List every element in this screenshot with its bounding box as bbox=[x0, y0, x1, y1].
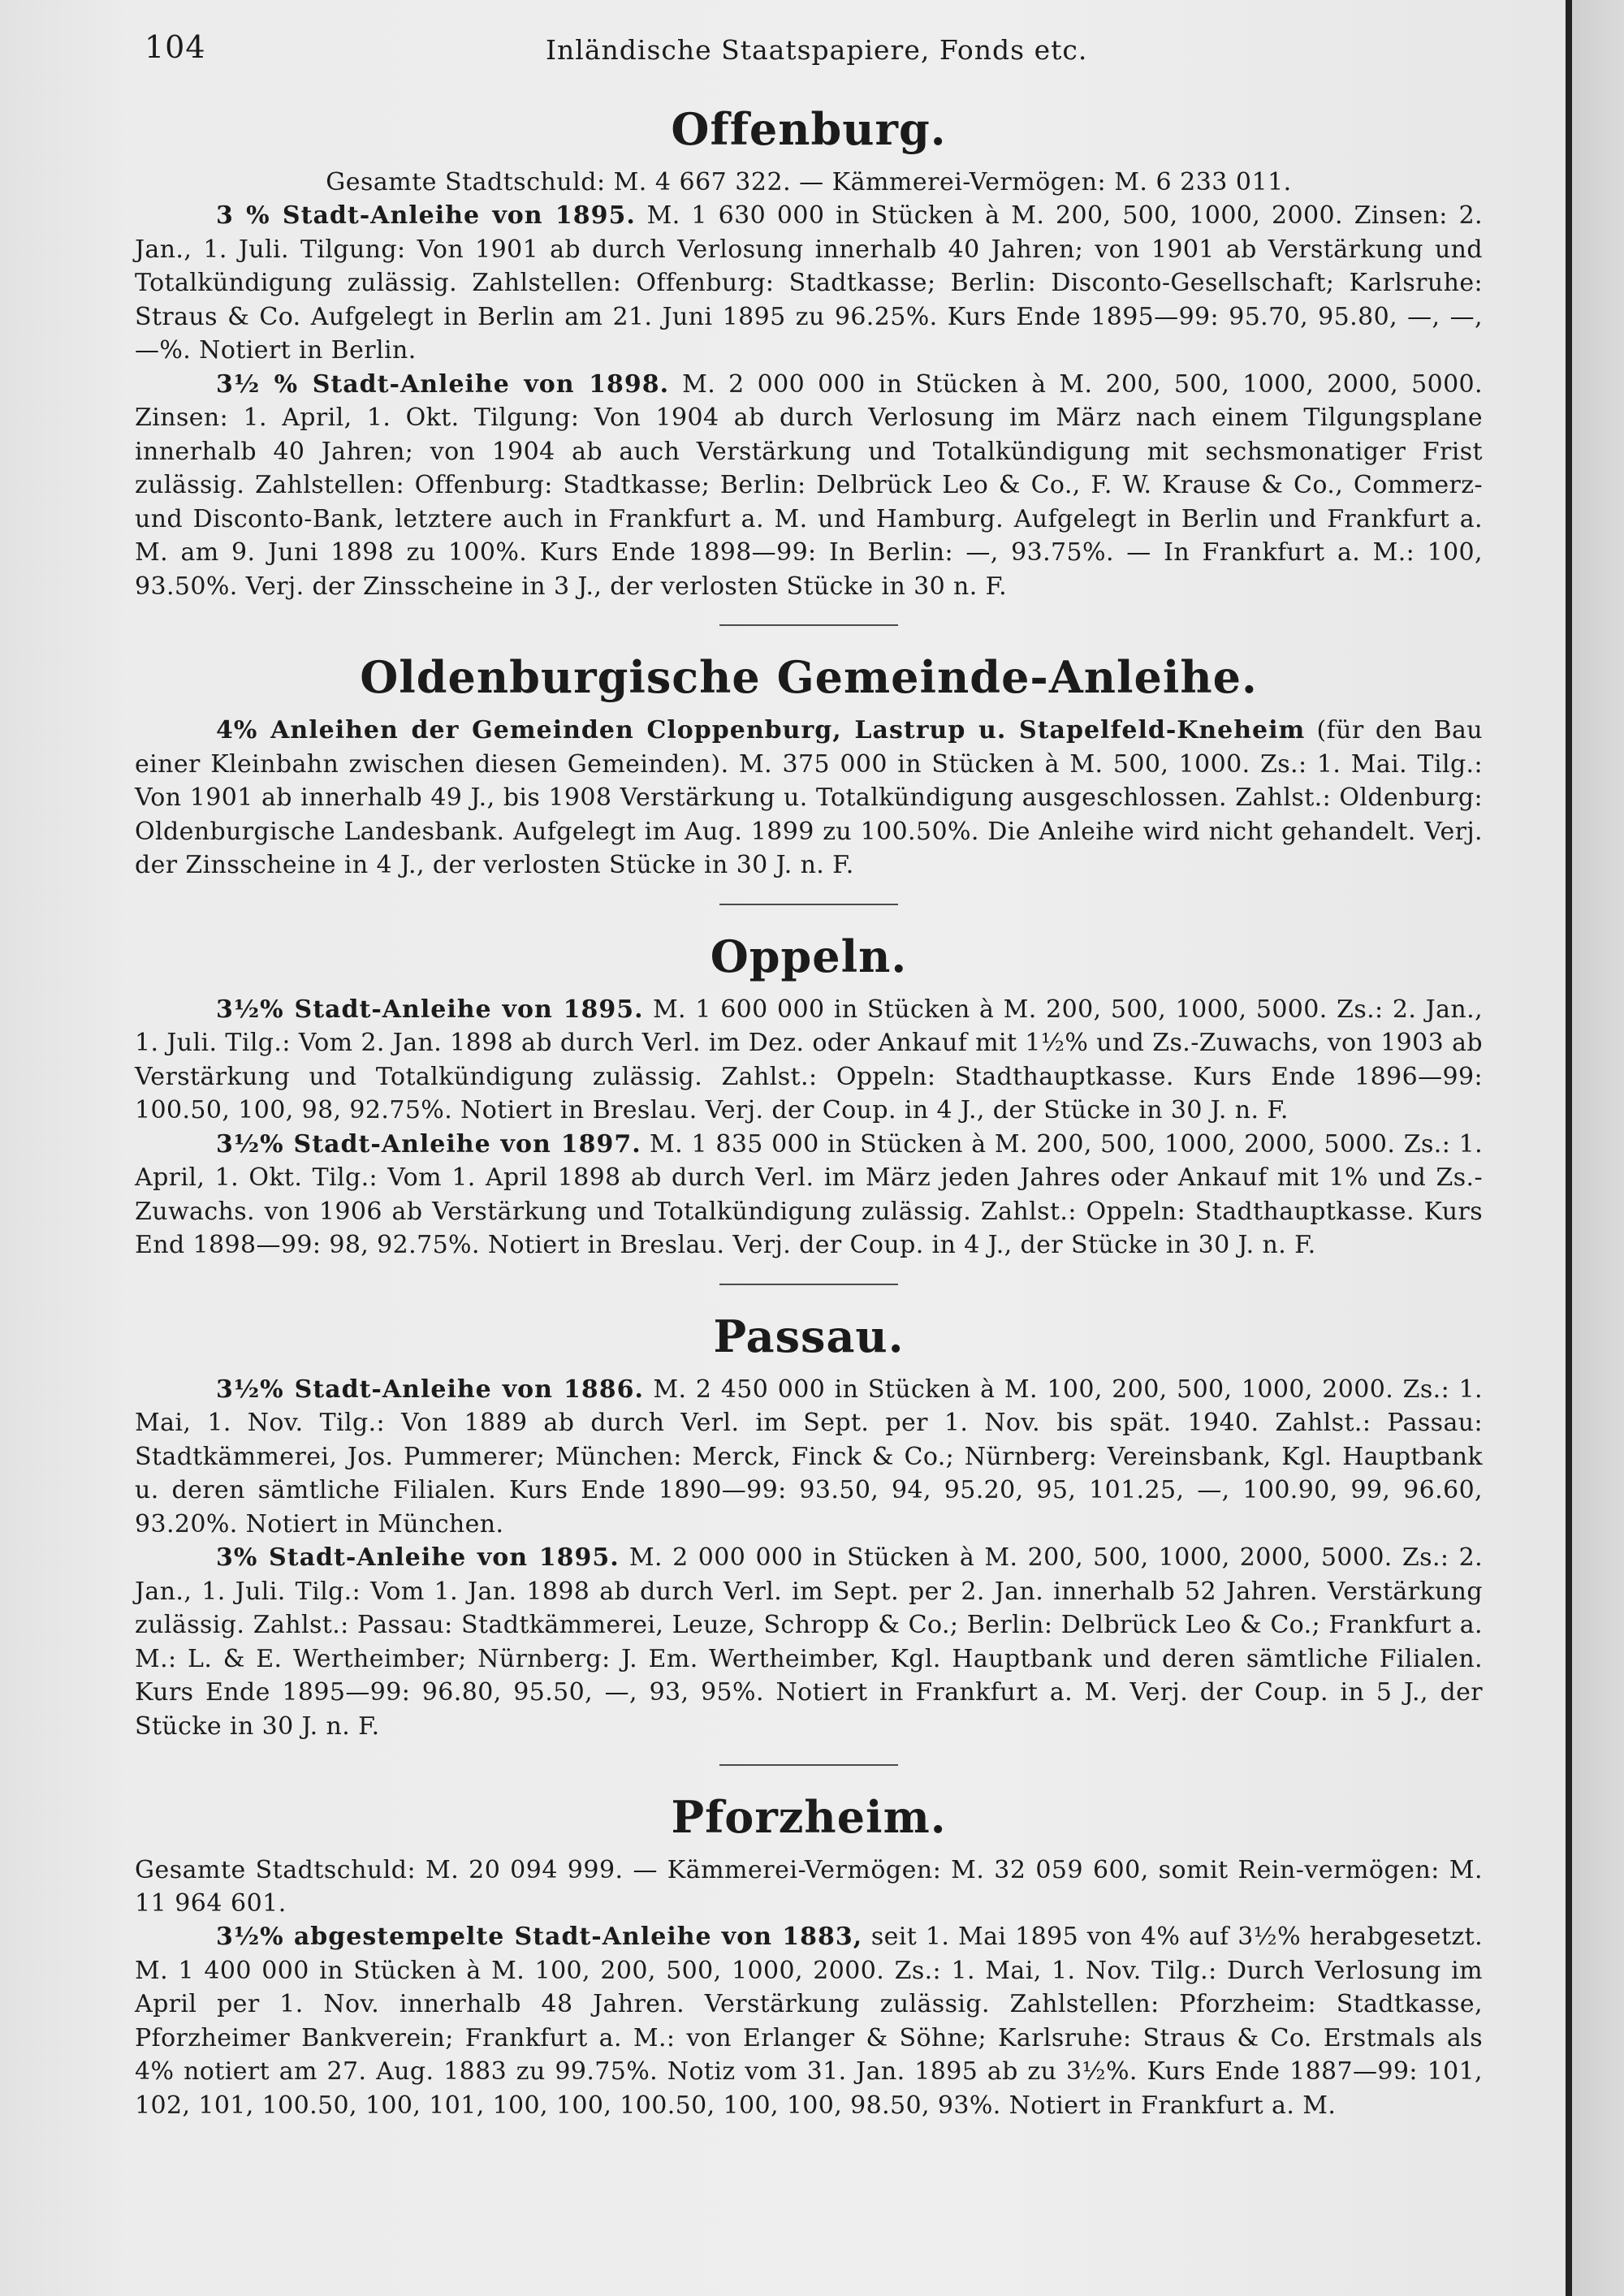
bond-title: 3 % Stadt-Anleihe von 1895. bbox=[216, 201, 636, 231]
section-divider bbox=[719, 1284, 898, 1285]
section-stats: Gesamte Stadtschuld: M. 4 667 322. — Kämmerei-Vermögen: M. 6 233 011. bbox=[326, 168, 1292, 197]
bond-title: 3½% Stadt-Anleihe von 1895. bbox=[216, 995, 644, 1024]
section-offenburg bbox=[135, 104, 1483, 603]
section-title: Passau. bbox=[713, 1310, 905, 1362]
bond-text: M. 1 630 000 in Stücken à M. 200, 500, 1000, 2000. Zinsen: 2. Jan., 1. Juli. Tilgung: Von 1901 ab durch Verlosung innerhalb 40 Jahren; von 1901 ab Verstärkung und Totalkündigung zulässig. Zahlstellen: Offenburg: Stadtkasse; Berlin: Disconto-Gesellschaft; Karlsruhe: Straus & Co. Aufgelegt in Berlin am 21. Juni 1895 zu 96.25%. Kurs Ende 1895—99: 95.70, 95.80, —, —, —%. Notiert in Berlin. bbox=[135, 201, 1483, 365]
section-oldenburg bbox=[135, 652, 1483, 883]
bond-entry bbox=[135, 199, 1483, 368]
section-divider bbox=[719, 1764, 898, 1766]
page-content bbox=[135, 104, 1483, 2122]
bond-title: 3% Stadt-Anleihe von 1895. bbox=[216, 1543, 620, 1573]
bond-title: 4% Anleihen der Gemeinden Cloppenburg, Lastrup u. Stapelfeld-Kneheim bbox=[216, 716, 1306, 745]
section-pforzheim bbox=[135, 1792, 1483, 2122]
bond-entry bbox=[135, 993, 1483, 1128]
bond-text: M. 2 450 000 in Stücken à M. 100, 200, 500, 1000, 2000. Zs.: 1. Mai, 1. Nov. Tilg.: Von 1889 ab durch Verl. im Sept. per 1. Nov. bis spät. 1940. Zahlst.: Passau: Stadtkämmerei, Jos. Pummerer; München: Merck, Finck & Co.; Nürnberg: Vereinsbank, Kgl. Hauptbank u. deren sämtliche Filialen. Kurs Ende 1890—99: 93.50, 94, 95.20, 95, 101.25, —, 100.90, 99, 96.60, 93.20%. Notiert in München. bbox=[135, 1375, 1483, 1539]
section-oppeln bbox=[135, 931, 1483, 1262]
bond-text: (für den Bau einer Kleinbahn zwischen diesen Gemeinden). M. 375 000 in Stücken à M. 500, 1000. Zs.: 1. Mai. Tilg.: Von 1901 ab innerhalb 49 J., bis 1908 Verstärkung u. Totalkündigung ausgeschlossen. Zahlst.: Oldenburg: Oldenburgische Landesbank. Aufgelegt im Aug. 1899 zu 100.50%. Die Anleihe wird nicht gehandelt. Verj. der Zinsscheine in 4 J., der verlosten Stücke in 30 J. n. F. bbox=[135, 716, 1484, 880]
section-stats: Gesamte Stadtschuld: M. 20 094 999. — Kämmerei-Vermögen: M. 32 059 600, somit Rein-vermögen: M. 11 964 601. bbox=[135, 1856, 1483, 1918]
bond-title: 3½% Stadt-Anleihe von 1886. bbox=[216, 1375, 644, 1404]
bond-text: M. 2 000 000 in Stücken à M. 200, 500, 1000, 2000, 5000. Zs.: 2. Jan., 1. Juli. Tilg.: Vom 1. Jan. 1898 ab durch Verl. im Sept. per 2. Jan. innerhalb 52 Jahren. Verstärkung zulässig. Zahlst.: Passau: Stadtkämmerei, Leuze, Schropp & Co.; Berlin: Delbrück Leo & Co.; Frankfurt a. M.: L. & E. Wertheimber; Nürnberg: J. Em. Wertheimber, Kgl. Hauptbank und deren sämtliche Filialen. Kurs Ende 1895—99: 96.80, 95.50, —, 93, 95%. Notiert in Frankfurt a. M. Verj. der Coup. in 5 J., der Stücke in 30 J. n. F. bbox=[135, 1543, 1483, 1741]
section-title: Offenburg. bbox=[671, 103, 947, 155]
page-header bbox=[145, 29, 1549, 70]
bond-entry bbox=[135, 1920, 1483, 2122]
section-title: Oppeln. bbox=[710, 930, 908, 982]
bond-entry bbox=[135, 1373, 1483, 1542]
bond-text: M. 2 000 000 in Stücken à M. 200, 500, 1000, 2000, 5000. Zinsen: 1. April, 1. Okt. Tilgung: Von 1904 ab durch Verlosung im März nach einem Tilgungsplane innerhalb 40 Jahren; von 1904 ab auch Verstärkung und Totalkündigung mit sechsmonatiger Frist zulässig. Zahlstellen: Offenburg: Stadtkasse; Berlin: Delbrück Leo & Co., F. W. Krause & Co., Commerz- und Disconto-Bank, letztere auch in Frankfurt a. M. und Hamburg. Aufgelegt in Berlin und Frankfurt a. M. am 9. Juni 1898 zu 100%. Kurs Ende 1898—99: In Berlin: —, 93.75%. — In Frankfurt a. M.: 100, 93.50%. Verj. der Zinsscheine in 3 J., der verlosten Stücke in 30 n. F. bbox=[135, 369, 1483, 601]
page-margin-shadow bbox=[1572, 0, 1624, 2296]
running-head: Inländische Staatspapiere, Fonds etc. bbox=[546, 34, 1088, 66]
section-divider bbox=[719, 904, 898, 905]
page-edge-line bbox=[1566, 0, 1572, 2296]
bond-entry bbox=[135, 714, 1483, 883]
bond-text: seit 1. Mai 1895 von 4% auf 3½% herabgesetzt. M. 1 400 000 in Stücken à M. 100, 200, 500, 1000, 2000. Zs.: 1. Mai, 1. Nov. Tilg.: Durch Verlosung im April per 1. Nov. innerhalb 48 Jahren. Verstärkung zulässig. Zahlstellen: Pforzheim: Stadtkasse, Pforzheimer Bankverein; Frankfurt a. M.: von Erlanger & Söhne; Karlsruhe: Straus & Co. Erstmals als 4% notiert am 27. Aug. 1883 zu 99.75%. Notiz vom 31. Jan. 1895 ab zu 3½%. Kurs Ende 1887—99: 101, 102, 101, 100.50, 100, 101, 100, 100, 100.50, 100, 100, 98.50, 93%. Notiert in Frankfurt a. M. bbox=[135, 1923, 1484, 2120]
section-passau bbox=[135, 1311, 1483, 1744]
section-title: Oldenburgische Gemeinde-Anleihe. bbox=[360, 651, 1258, 704]
section-divider bbox=[719, 624, 898, 626]
bond-text: M. 1 835 000 in Stücken à M. 200, 500, 1000, 2000, 5000. Zs.: 1. April, 1. Okt. Tilg.: Vom 1. April 1898 ab durch Verl. im März jeden Jahres oder Ankauf mit 1% und Zs.-Zuwachs. von 1906 ab Verstärkung und Totalkündigung zulässig. Zahlst.: Oppeln: Stadthauptkasse. Kurs End 1898—99: 98, 92.75%. Notiert in Breslau. Verj. der Coup. in 4 J., der Stücke in 30 J. n. F. bbox=[135, 1129, 1484, 1260]
bond-title: 3½% abgestempelte Stadt-Anleihe von 1883, bbox=[216, 1923, 863, 1952]
bond-title: 3½ % Stadt-Anleihe von 1898. bbox=[216, 369, 670, 399]
bond-entry bbox=[135, 1541, 1483, 1743]
bond-entry bbox=[135, 1128, 1483, 1262]
section-title: Pforzheim. bbox=[671, 1791, 947, 1844]
page-number: 104 bbox=[145, 29, 206, 65]
bond-title: 3½% Stadt-Anleihe von 1897. bbox=[216, 1129, 641, 1159]
bond-text: M. 1 600 000 in Stücken à M. 200, 500, 1000, 5000. Zs.: 2. Jan., 1. Juli. Tilg.: Vom 2. Jan. 1898 ab durch Verl. im Dez. oder Ankauf mit 1½% und Zs.-Zuwachs, von 1903 ab Verstärkung und Totalkündigung zulässig. Zahlst.: Oppeln: Stadthauptkasse. Kurs Ende 1896—99: 100.50, 100, 98, 92.75%. Notiert in Breslau. Verj. der Coup. in 4 J., der Stücke in 30 J. n. F. bbox=[135, 995, 1484, 1125]
bond-entry bbox=[135, 368, 1483, 604]
